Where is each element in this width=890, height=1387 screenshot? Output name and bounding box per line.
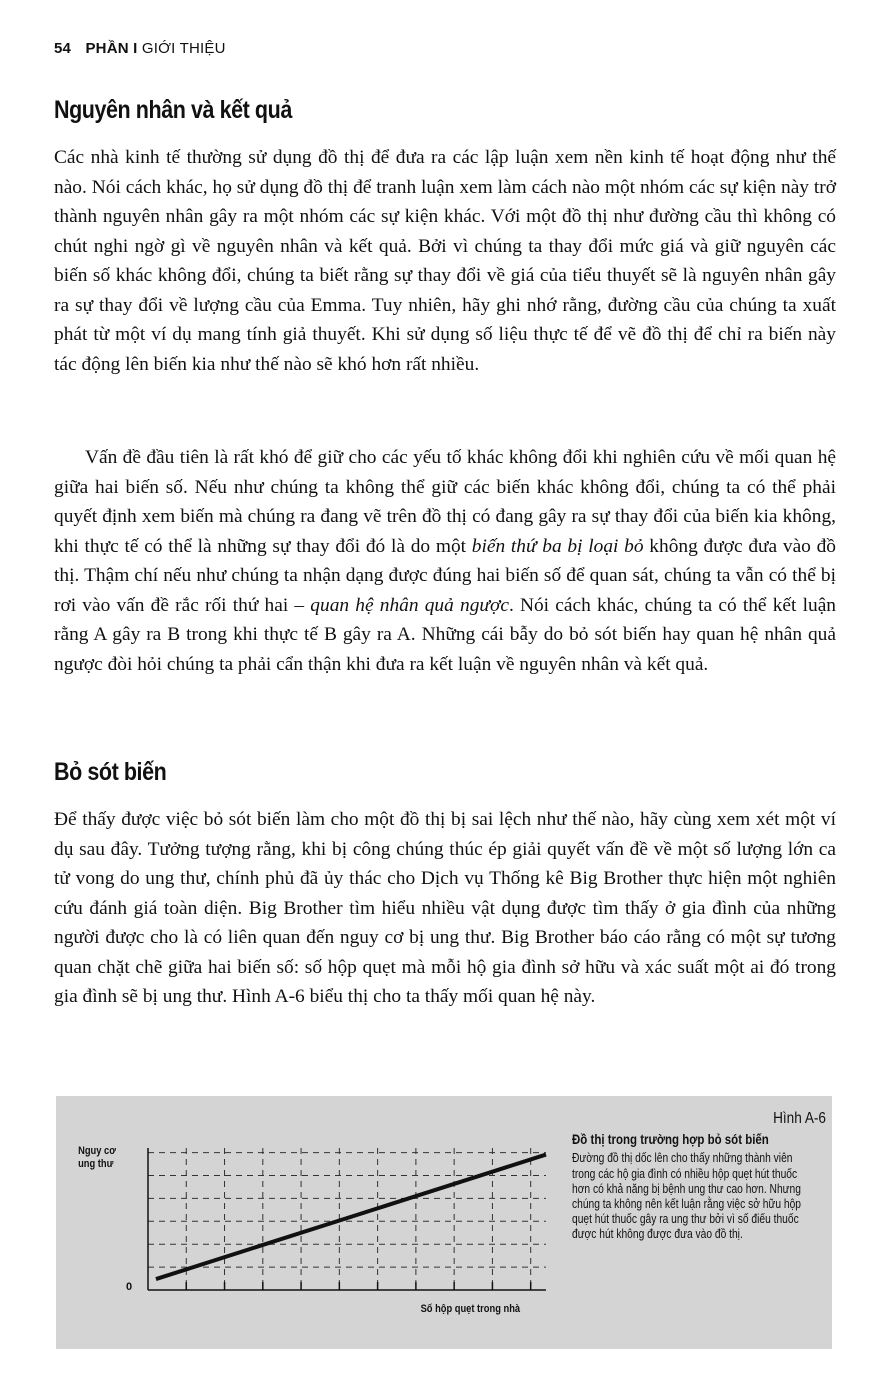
part-label: PHẦN I: [85, 40, 138, 57]
paragraph-3: Để thấy được việc bỏ sót biến làm cho một đồ thị bị sai lệch như thế nào, hãy cùng xem xét một ví dụ sau đây. Tưởng tượng rằng, khi bị công chúng thúc ép giải quyết vấn đề về một số lượng lớn ca tử vong do ung thư, chính phủ đã ủy thác cho Dịch vụ Thống kê Big Brother thực hiện một nghiên cứu đánh giá toàn diện. Big Brother tìm hiểu nhiều vật dụng được tìm thấy ở gia đình của những người được cho là có liên quan đến nguy cơ bị ung thư. Big Brother báo cáo rằng có một sự tương quan chặt chẽ giữa hai biến số: số hộp quẹt mà mỗi hộ gia đình sở hữu và xác suất một ai đó trong gia đình sẽ bị ung thư. Hình A-6 biểu thị cho ta thấy mối quan hệ này.: [54, 809, 836, 1007]
figure-title: Đồ thị trong trường hợp bỏ sót biến: [572, 1131, 769, 1148]
figure-caption-block: [572, 1111, 826, 1243]
origin-label: 0: [126, 1281, 133, 1293]
section-label: GIỚI THIỆU: [141, 40, 226, 57]
paragraph-2: [54, 443, 836, 679]
section-heading-omitted-variables: Bỏ sót biến: [54, 758, 167, 786]
running-head: [54, 40, 226, 57]
series-line: [156, 1155, 546, 1280]
figure-caption: Đường đồ thị dốc lên cho thấy những thành viên trong các hộ gia đình có nhiều hộp quẹt hút thuốc hơn có khả năng bị bệnh ung thư cao hơn. Nhưng chúng ta không nên kết luận rằng việc sở hữu hộp quẹt hút thuốc gây ra ung thư bởi vì số điếu thuốc được hút không được đưa vào đồ thị.: [572, 1151, 801, 1242]
figure-chart: [56, 1096, 576, 1349]
paragraph-2-part-c: . Nói cách khác, chúng ta có thể kết luận rằng A gây ra B trong khi thực tế B gây ra A. Những cái bẫy do bỏ sót biến hay quan hệ nhân quả ngược đòi hỏi chúng ta phải cẩn thận khi đưa ra kết luận về nguyên nhân và kết quả.: [54, 594, 836, 675]
paragraph-1: Các nhà kinh tế thường sử dụng đồ thị để đưa ra các lập luận xem nền kinh tế hoạt động như thế nào. Nói cách khác, họ sử dụng đồ thị để tranh luận xem làm cách nào một nhóm các sự kiện này trở thành nguyên nhân gây ra một nhóm các sự kiện khác. Với một đồ thị như đường cầu thì không có chút nghi ngờ gì về nguyên nhân và kết quả. Bởi vì chúng ta thay đổi mức giá và giữ nguyên các biến số khác không đổi, chúng ta biết rằng sự thay đổi về giá của tiểu thuyết sẽ là nguyên nhân gây ra sự thay đổi về lượng cầu của Emma. Tuy nhiên, hãy ghi nhớ rằng, đường cầu của chúng ta xuất phát từ một ví dụ mang tính giả thuyết. Khi sử dụng số liệu thực tế để vẽ đồ thị để chỉ ra biến này tác động lên biến kia như thế nào sẽ khó hơn rất nhiều.: [54, 147, 836, 375]
paragraph-2-part-b: không được đưa vào đồ thị. Thậm chí nếu như chúng ta nhận dạng được đúng hai biến số để quan sát, chúng ta vẫn có thể bị rơi vào vấn đề rắc rối thứ hai –: [54, 535, 837, 616]
y-axis-label-line2: ung thư: [78, 1158, 114, 1171]
figure-number: Hình A-6: [773, 1110, 826, 1127]
paragraph-2-part-a: Vấn đề đầu tiên là rất khó để giữ cho các yếu tố khác không đổi khi nghiên cứu về mối quan hệ giữa hai biến số. Nếu như chúng ta không thể giữ các biến khác không đổi, chúng ta có thể phải quyết định xem biến mà chúng ra đang vẽ trên đồ thị có đang gây ra sự thay đổi của biến kia không, khi thực tế có thể là những sự thay đổi đó là do một: [54, 447, 836, 557]
x-ticks: [186, 1282, 530, 1290]
term-omitted-variable: biến thứ ba bị loại bỏ: [471, 535, 644, 557]
y-axis-label-line1: Nguy cơ: [78, 1145, 116, 1158]
term-reverse-causality: quan hệ nhân quả ngược: [310, 594, 509, 616]
x-axis-label: Số hộp quẹt trong nhà: [420, 1303, 521, 1316]
page-number: 54: [54, 40, 72, 57]
section-heading-cause-effect: Nguyên nhân và kết quả: [54, 96, 292, 124]
